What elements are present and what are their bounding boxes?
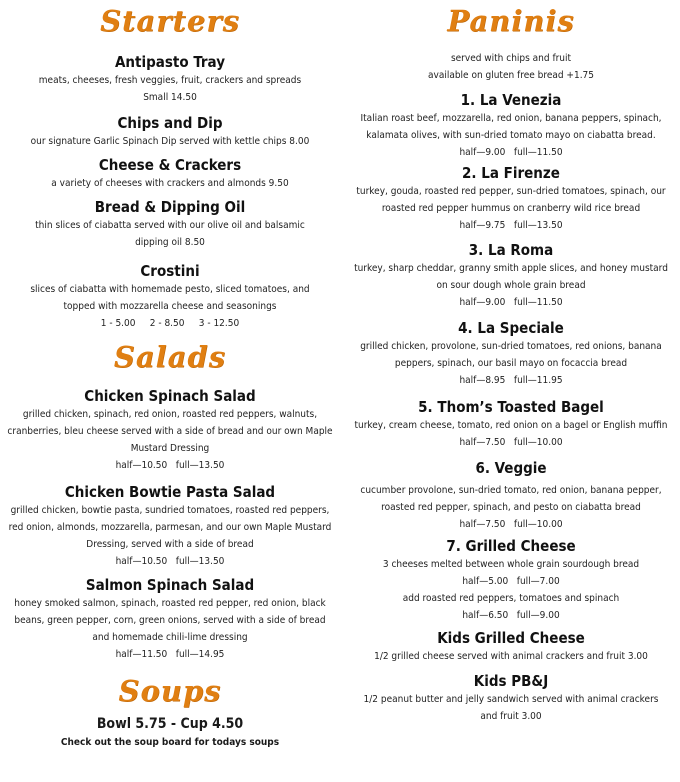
item-name: 3. La Roma bbox=[468, 241, 554, 259]
menu-item bbox=[342, 628, 680, 665]
item-description: our signature Garlic Spinach Dip served with kettle chips 8.00 bbox=[30, 136, 310, 147]
paninis-heading: Paninis bbox=[447, 4, 575, 38]
item-name: Chicken Bowtie Pasta Salad bbox=[64, 483, 276, 501]
item-name: 4. La Speciale bbox=[458, 319, 564, 337]
item-description: Italian roast beef, mozzarella, red onion, banana peppers, spinach, kalamata olives, with sun-dried tomato mayo on ciabatta bread. bbox=[360, 113, 662, 141]
menu-item bbox=[0, 197, 340, 251]
menu-item bbox=[0, 386, 340, 474]
soup-note: Check out the soup board for todays soups bbox=[60, 737, 280, 748]
item-name: Antipasto Tray bbox=[114, 53, 225, 71]
item-description: turkey, cream cheese, tomato, red onion on a bagel or English muffin bbox=[354, 420, 668, 431]
item-price: half—7.50 full—10.00 bbox=[459, 437, 563, 448]
item-price: half—9.75 full—13.50 bbox=[459, 220, 563, 231]
item-description: 1/2 grilled cheese served with animal crackers and fruit 3.00 bbox=[374, 651, 648, 662]
item-price: half—9.00 full—11.50 bbox=[459, 147, 563, 158]
item-price: 1 - 5.00 2 - 8.50 3 - 12.50 bbox=[100, 318, 240, 329]
item-description: 1/2 peanut butter and jelly sandwich served with animal crackers and fruit 3.00 bbox=[363, 694, 659, 722]
item-description: turkey, sharp cheddar, granny smith apple slices, and honey mustard on sour dough whole grain bread bbox=[354, 263, 668, 291]
item-name: Cheese & Crackers bbox=[98, 156, 242, 174]
item-name: Crostini bbox=[140, 262, 200, 280]
menu-item bbox=[342, 90, 680, 161]
menu-item bbox=[0, 482, 340, 570]
menu-item bbox=[342, 458, 680, 533]
item-description: cucumber provolone, sun-dried tomato, red onion, banana pepper, roasted red pepper, spinach, and pesto on ciabatta bread bbox=[360, 485, 662, 513]
item-name: 7. Grilled Cheese bbox=[446, 537, 576, 555]
item-description: slices of ciabatta with homemade pesto, sliced tomatoes, and topped with mozzarella cheese and seasonings bbox=[30, 284, 310, 312]
item-name: Kids PB&J bbox=[473, 672, 549, 690]
item-name: 1. La Venezia bbox=[460, 91, 562, 109]
item-price: half—8.95 full—11.95 bbox=[459, 375, 563, 386]
item-name: Chips and Dip bbox=[117, 114, 223, 132]
menu-item bbox=[342, 671, 680, 725]
salads-section bbox=[0, 340, 340, 374]
menu-item bbox=[0, 113, 340, 150]
menu-item bbox=[0, 155, 340, 192]
menu-item bbox=[0, 261, 340, 332]
item-name: Kids Grilled Cheese bbox=[437, 629, 585, 647]
item-price: half—10.50 full—13.50 bbox=[115, 556, 225, 567]
item-name: 5. Thom’s Toasted Bagel bbox=[418, 398, 604, 416]
item-price: half—5.00 full—7.00 bbox=[462, 576, 560, 587]
item-price: half—7.50 full—10.00 bbox=[459, 519, 563, 530]
menu-item bbox=[342, 536, 680, 624]
soups-heading: Soups bbox=[118, 674, 222, 708]
menu-item bbox=[0, 575, 340, 663]
item-description: thin slices of ciabatta served with our olive oil and balsamic dipping oil 8.50 bbox=[35, 220, 305, 248]
item-addon: add roasted red peppers, tomatoes and spinach bbox=[402, 593, 620, 604]
item-description: meats, cheeses, fresh veggies, fruit, crackers and spreads bbox=[38, 75, 302, 86]
menu-item bbox=[342, 163, 680, 234]
item-name: Chicken Spinach Salad bbox=[84, 387, 256, 405]
salads-heading: Salads bbox=[113, 340, 227, 374]
item-name: Bread & Dipping Oil bbox=[94, 198, 246, 216]
item-name: Salmon Spinach Salad bbox=[85, 576, 255, 594]
item-description: grilled chicken, provolone, sun-dried tomatoes, red onions, banana peppers, spinach, our basil mayo on focaccia bread bbox=[360, 341, 662, 369]
item-price: half—9.00 full—11.50 bbox=[459, 297, 563, 308]
item-name: 6. Veggie bbox=[475, 459, 547, 477]
paninis-section bbox=[342, 4, 680, 84]
soups-section bbox=[0, 674, 340, 751]
menu-item bbox=[342, 318, 680, 389]
item-price: half—10.50 full—13.50 bbox=[115, 460, 225, 471]
item-name: 2. La Firenze bbox=[462, 164, 560, 182]
item-description: grilled chicken, bowtie pasta, sundried tomatoes, roasted red peppers, red onion, almonds, mozzarella, parmesan, and our own Maple Mustard Dressing, served with a side of bread bbox=[8, 505, 332, 550]
paninis-gluten-free: available on gluten free bread +1.75 bbox=[427, 70, 594, 81]
item-description: a variety of cheeses with crackers and almonds 9.50 bbox=[51, 178, 289, 189]
soup-price: Bowl 5.75 - Cup 4.50 bbox=[96, 716, 244, 732]
menu-item bbox=[342, 240, 680, 311]
starters-section bbox=[0, 4, 340, 38]
item-addon-price: half—6.50 full—9.00 bbox=[462, 610, 560, 621]
item-description: turkey, gouda, roasted red pepper, sun-dried tomatoes, spinach, our roasted red pepper hummus on cranberry wild rice bread bbox=[356, 186, 666, 214]
menu-item bbox=[0, 52, 340, 106]
item-description: honey smoked salmon, spinach, roasted red pepper, red onion, black beans, green pepper, corn, green onions, served with a side of bread and homemade chili-lime dressing bbox=[14, 598, 326, 643]
menu-item bbox=[342, 397, 680, 451]
item-price: half—11.50 full—14.95 bbox=[115, 649, 225, 660]
item-description: 3 cheeses melted between whole grain sourdough bread bbox=[382, 559, 640, 570]
item-description: grilled chicken, spinach, red onion, roasted red peppers, walnuts, cranberries, bleu cheese served with a side of bread and our own Maple Mustard Dressing bbox=[7, 409, 333, 454]
paninis-intro: served with chips and fruit bbox=[450, 53, 572, 64]
item-price: Small 14.50 bbox=[143, 92, 197, 103]
starters-heading: Starters bbox=[100, 4, 240, 38]
